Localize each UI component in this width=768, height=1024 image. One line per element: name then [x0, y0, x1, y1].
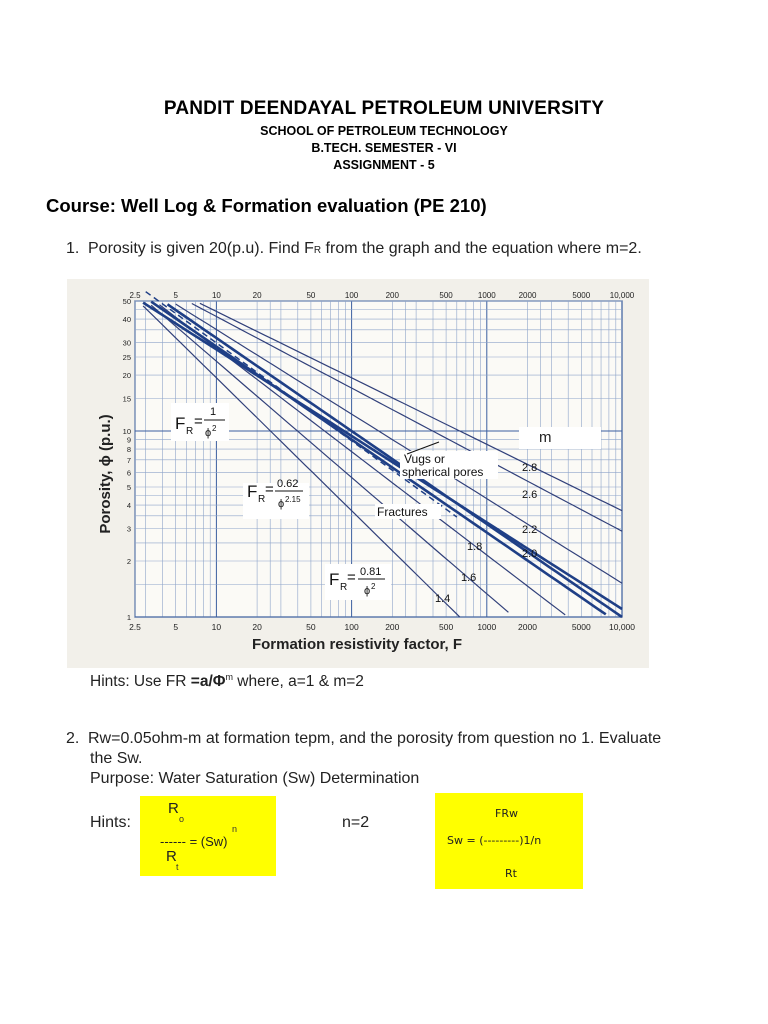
question-1	[66, 240, 642, 258]
box-left-n: n	[232, 824, 238, 834]
series-label-2-6: 2.6	[522, 489, 538, 501]
box-left-t: t	[176, 862, 179, 872]
question-2	[66, 730, 661, 748]
y-tick-label: 9	[126, 435, 131, 445]
x-tick-label-bottom: 20	[252, 622, 262, 632]
legend-title: m	[539, 429, 552, 446]
series-label-1-8: 1.8	[467, 541, 483, 553]
box-right-middle: Sw = (---------)1/n	[447, 834, 542, 847]
assignment-label: ASSIGNMENT - 5	[333, 158, 435, 172]
question-1-text-end: from the graph and the equation where m=2.	[321, 240, 642, 257]
course-title: Course: Well Log & Formation evaluation (PE 210)	[46, 195, 487, 216]
x-tick-label-bottom: 10,000	[609, 622, 635, 632]
hint-1	[90, 672, 364, 691]
vugs-line-1: Vugs or	[404, 452, 445, 466]
n-value: n=2	[342, 814, 370, 831]
formula-1-eq: =	[194, 413, 203, 430]
series-label-2-0: 2.0	[522, 548, 538, 560]
hints-label: Hints:	[90, 814, 131, 831]
y-tick-label: 3	[126, 524, 131, 534]
y-tick-label: 50	[122, 297, 131, 306]
formula-3-lhs: F	[329, 570, 340, 589]
x-tick-label-top: 10,000	[609, 291, 635, 300]
y-tick-label: 30	[122, 338, 131, 348]
x-tick-label-top: 50	[306, 291, 316, 300]
formula-2-eq: =	[265, 481, 274, 498]
x-tick-label-top: 500	[439, 291, 453, 300]
formula-2-sub: R	[258, 494, 266, 505]
y-axis-label: Porosity, ϕ (p.u.)	[97, 414, 114, 534]
y-tick-label: 8	[126, 445, 131, 455]
y-tick-label: 5	[126, 482, 131, 492]
formula-2-den: ϕ	[278, 498, 285, 510]
box-left-equation: ------ = (Sw)	[160, 834, 228, 849]
y-tick-label: 40	[122, 315, 131, 325]
x-tick-label-bottom: 100	[344, 622, 359, 632]
formula-1-den: ϕ	[205, 427, 212, 439]
hint-1-suffix: where, a=1 & m=2	[232, 673, 364, 691]
x-tick-label-bottom: 2000	[518, 622, 537, 632]
series-label-2-2: 2.2	[522, 524, 538, 536]
hint-1-exponent: m	[225, 672, 233, 682]
hint-formula-box-left	[140, 796, 276, 876]
series-label-2-8: 2.8	[522, 462, 538, 474]
x-tick-label-bottom: 1000	[477, 622, 497, 632]
chart-svg	[67, 279, 649, 668]
box-right-top: FRw	[495, 807, 518, 820]
question-1-number: 1.	[66, 240, 80, 257]
question-2-purpose: Purpose: Water Saturation (Sw) Determination	[90, 770, 420, 787]
x-tick-label-top: 200	[385, 291, 399, 300]
question-2-line-2: the Sw.	[90, 750, 143, 767]
formula-1-lhs: F	[175, 414, 186, 433]
formula-3-num: 0.81	[360, 566, 382, 578]
formula-3-eq: =	[347, 569, 356, 586]
x-tick-label-top: 1000	[477, 291, 496, 300]
formula-2-lhs: F	[247, 482, 258, 501]
x-tick-label-bottom: 50	[306, 622, 316, 632]
y-tick-label: 6	[126, 468, 131, 478]
formula-annotation-3	[325, 564, 391, 600]
y-tick-label: 25	[122, 352, 131, 362]
fractures-annotation	[375, 504, 441, 519]
semester-label: B.TECH. SEMESTER - VI	[311, 141, 457, 155]
x-tick-label-top: 2.5	[129, 291, 141, 300]
y-tick-label: 15	[122, 394, 131, 404]
question-1-subscript: R	[313, 245, 322, 256]
question-2-line-1: Rw=0.05ohm-m at formation tepm, and the porosity from question no 1. Evaluate	[88, 730, 662, 747]
hint-formula-box-right	[435, 793, 583, 889]
x-tick-label-top: 5000	[572, 291, 591, 300]
x-tick-label-top: 5	[173, 291, 178, 300]
y-tick-label: 2	[126, 557, 131, 567]
x-tick-label-top: 2000	[518, 291, 537, 300]
formula-1-den-exp: 2	[212, 424, 217, 433]
formula-2-den-exp: 2.15	[285, 495, 301, 504]
question-1-text: Porosity is given 20(p.u). Find F	[88, 240, 314, 257]
box-left-o: o	[179, 814, 185, 824]
formula-3-den-exp: 2	[371, 582, 376, 591]
formula-1-num: 1	[210, 406, 217, 418]
school-name: SCHOOL OF PETROLEUM TECHNOLOGY	[260, 124, 508, 138]
box-left-r2: R	[166, 848, 177, 865]
formula-3-den: ϕ	[364, 585, 371, 597]
hint-1-formula: =a/Φ	[190, 673, 226, 691]
hint-1-prefix: Hints: Use FR	[90, 673, 191, 691]
x-tick-label-bottom: 5000	[571, 622, 591, 632]
x-tick-label-top: 10	[211, 291, 221, 300]
question-2-number: 2.	[66, 730, 80, 747]
formula-3-sub: R	[340, 582, 348, 593]
formula-2-num: 0.62	[277, 478, 299, 490]
formula-annotation-1	[171, 403, 229, 441]
x-tick-label-bottom: 5	[173, 622, 179, 632]
y-tick-label: 4	[126, 501, 131, 511]
vugs-line-2: spherical pores	[402, 465, 484, 479]
porosity-chart	[67, 279, 649, 668]
y-tick-label: 20	[122, 371, 131, 381]
series-label-1-4: 1.4	[435, 593, 451, 605]
legend-background	[519, 427, 601, 449]
x-tick-label-bottom: 2.5	[129, 622, 141, 632]
box-left-r: R	[168, 800, 179, 817]
series-label-1-6: 1.6	[461, 572, 477, 584]
university-title: PANDIT DEENDAYAL PETROLEUM UNIVERSITY	[163, 98, 605, 119]
formula-annotation-2	[243, 478, 309, 519]
x-tick-label-top: 100	[344, 291, 359, 300]
x-tick-label-bottom: 10	[211, 622, 222, 632]
x-tick-label-bottom: 200	[385, 622, 400, 632]
y-tick-label: 1	[126, 613, 131, 622]
x-tick-label-top: 20	[252, 291, 262, 300]
box-right-bottom: Rt	[505, 867, 517, 880]
y-tick-label: 7	[126, 455, 131, 465]
y-tick-label: 10	[122, 427, 131, 437]
formula-1-sub: R	[186, 426, 194, 437]
x-axis-label: Formation resistivity factor, F	[251, 636, 463, 653]
x-tick-label-bottom: 500	[439, 622, 454, 632]
fractures-label: Fractures	[377, 505, 428, 519]
